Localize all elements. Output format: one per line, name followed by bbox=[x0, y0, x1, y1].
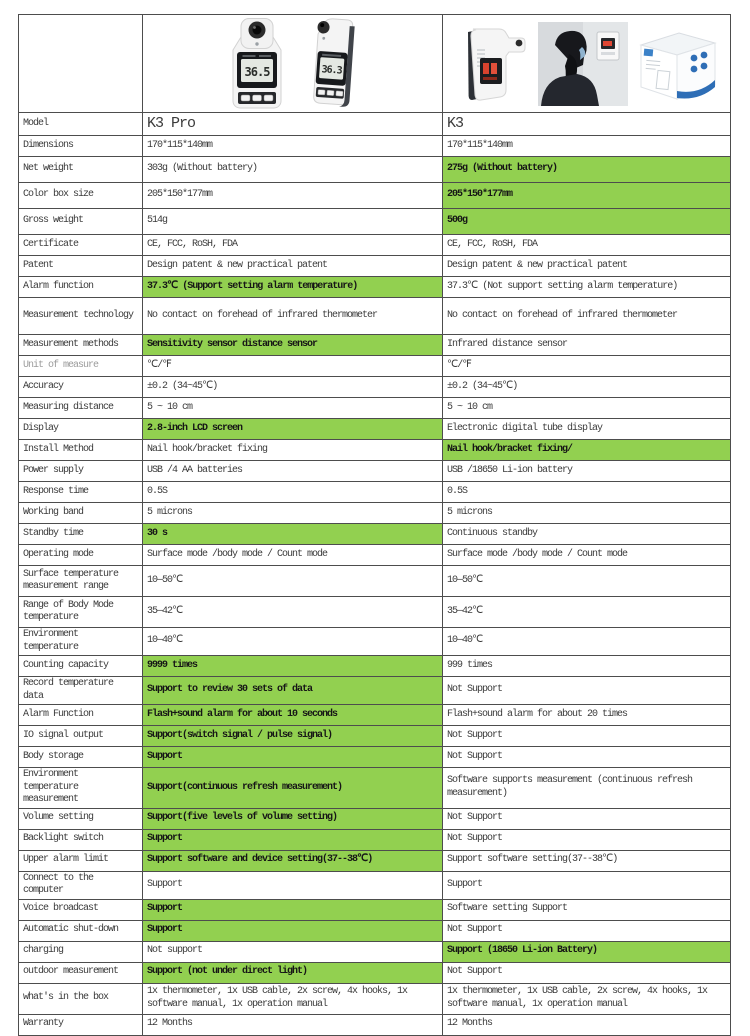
k3pro-value-cell: 12 Months bbox=[143, 1014, 443, 1035]
k3pro-value-cell: Flash+sound alarm for about 10 seconds bbox=[143, 705, 443, 726]
page bbox=[0, 14, 750, 1030]
spec-row bbox=[19, 398, 731, 419]
spec-label-cell: Measurement technology bbox=[19, 298, 143, 335]
k3-value-cell: 12 Months bbox=[443, 1014, 731, 1035]
k3-value-cell: 35—42℃ bbox=[443, 597, 731, 628]
k3-value-cell: Infrared distance sensor bbox=[443, 335, 731, 356]
k3-value-cell: 275g (Without battery) bbox=[443, 157, 731, 183]
k3pro-value-cell: Support software and device setting(37--38℃) bbox=[143, 850, 443, 871]
k3pro-value-cell: 10—50℃ bbox=[143, 566, 443, 597]
spec-row bbox=[19, 461, 731, 482]
k3pro-value-cell: 2.8-inch LCD screen bbox=[143, 419, 443, 440]
k3-value-cell: ℃/℉ bbox=[443, 356, 731, 377]
k3pro-value-cell: Not support bbox=[143, 941, 443, 962]
spec-label-cell: Color box size bbox=[19, 183, 143, 209]
k3-value-cell: Design patent & new practical patent bbox=[443, 256, 731, 277]
spec-label-cell: Backlight switch bbox=[19, 829, 143, 850]
k3pro-value-cell: 303g (Without battery) bbox=[143, 157, 443, 183]
spec-row bbox=[19, 983, 731, 1014]
spec-row bbox=[19, 726, 731, 747]
lcd-reading-side: 36.3 bbox=[320, 64, 342, 77]
k3-retail-box-image bbox=[633, 25, 721, 103]
k3pro-value-cell: CE, FCC, RoSH, FDA bbox=[143, 235, 443, 256]
k3-value-cell: Not Support bbox=[443, 829, 731, 850]
k3pro-value-cell: ℃/℉ bbox=[143, 356, 443, 377]
k3-value-cell: Not Support bbox=[443, 747, 731, 768]
k3pro-value-cell: K3 Pro bbox=[143, 113, 443, 136]
spec-label-cell: Accuracy bbox=[19, 377, 143, 398]
spec-row bbox=[19, 335, 731, 356]
spec-label-cell: Gross weight bbox=[19, 209, 143, 235]
spec-row bbox=[19, 920, 731, 941]
k3pro-value-cell: Support(five levels of volume setting) bbox=[143, 808, 443, 829]
spec-label-cell: Dimensions bbox=[19, 136, 143, 157]
spec-label-cell: charging bbox=[19, 941, 143, 962]
k3-value-cell: 205*150*177mm bbox=[443, 183, 731, 209]
spec-row bbox=[19, 503, 731, 524]
k3-value-cell: K3 bbox=[443, 113, 731, 136]
spec-label-cell: Power supply bbox=[19, 461, 143, 482]
k3-value-cell: Not Support bbox=[443, 726, 731, 747]
spec-row bbox=[19, 356, 731, 377]
spec-label-cell: IO signal output bbox=[19, 726, 143, 747]
k3-value-cell: 10—50℃ bbox=[443, 566, 731, 597]
spec-row bbox=[19, 871, 731, 899]
spec-label-cell: Voice broadcast bbox=[19, 899, 143, 920]
spec-comparison-table bbox=[18, 14, 731, 1036]
spec-row bbox=[19, 235, 731, 256]
spec-row bbox=[19, 677, 731, 705]
k3-value-cell: Not Support bbox=[443, 677, 731, 705]
spec-label-cell: Unit of measure bbox=[19, 356, 143, 377]
spec-label-cell: Install Method bbox=[19, 440, 143, 461]
k3pro-value-cell: Surface mode /body mode / Count mode bbox=[143, 545, 443, 566]
spec-row bbox=[19, 419, 731, 440]
k3pro-value-cell: Support bbox=[143, 747, 443, 768]
k3pro-value-cell: Nail hook/bracket fixing bbox=[143, 440, 443, 461]
spec-label-cell: Working band bbox=[19, 503, 143, 524]
spec-label-cell: Patent bbox=[19, 256, 143, 277]
k3-value-cell: Surface mode /body mode / Count mode bbox=[443, 545, 731, 566]
k3pro-value-cell: 5 microns bbox=[143, 503, 443, 524]
k3-value-cell: 37.3℃ (Not support setting alarm temperature) bbox=[443, 277, 731, 298]
spec-label-cell: Volume setting bbox=[19, 808, 143, 829]
k3pro-value-cell: 170*115*140mm bbox=[143, 136, 443, 157]
k3pro-value-cell: Support bbox=[143, 829, 443, 850]
spec-row bbox=[19, 1014, 731, 1035]
spec-row bbox=[19, 209, 731, 235]
spec-row bbox=[19, 256, 731, 277]
k3-value-cell: ±0.2 (34~45℃) bbox=[443, 377, 731, 398]
spec-label-cell: Alarm Function bbox=[19, 705, 143, 726]
spec-row bbox=[19, 566, 731, 597]
k3-value-cell: Software supports measurement (continuous refresh measurement) bbox=[443, 768, 731, 809]
k3pro-images-cell bbox=[143, 15, 443, 113]
k3-value-cell: Continuous standby bbox=[443, 524, 731, 545]
spec-label-cell: Alarm function bbox=[19, 277, 143, 298]
spec-label-cell: Surface temperature measurement range bbox=[19, 566, 143, 597]
spec-row bbox=[19, 656, 731, 677]
k3-value-cell: 999 times bbox=[443, 656, 731, 677]
lcd-reading-front: 36.5 bbox=[244, 65, 269, 79]
spec-row bbox=[19, 440, 731, 461]
k3-value-cell: Support software setting(37--38℃) bbox=[443, 850, 731, 871]
spec-row bbox=[19, 524, 731, 545]
k3pro-side-product-image bbox=[304, 17, 362, 110]
spec-rows bbox=[19, 113, 731, 1036]
spec-label-cell: Model bbox=[19, 113, 143, 136]
k3-value-cell: Flash+sound alarm for about 20 times bbox=[443, 705, 731, 726]
k3-value-cell: 5 ~ 10 cm bbox=[443, 398, 731, 419]
k3-value-cell: Not Support bbox=[443, 808, 731, 829]
k3pro-value-cell: Support bbox=[143, 871, 443, 899]
k3pro-value-cell: 5 ~ 10 cm bbox=[143, 398, 443, 419]
spec-label-cell: Range of Body Mode temperature bbox=[19, 597, 143, 628]
k3pro-value-cell: Support (not under direct light) bbox=[143, 962, 443, 983]
k3pro-front-product-image bbox=[224, 17, 290, 110]
k3-usage-photo bbox=[538, 22, 628, 106]
k3pro-value-cell: 35—42℃ bbox=[143, 597, 443, 628]
spec-row bbox=[19, 705, 731, 726]
k3pro-value-cell: Design patent & new practical patent bbox=[143, 256, 443, 277]
k3-value-cell: Not Support bbox=[443, 962, 731, 983]
product-images-row bbox=[19, 15, 731, 113]
spec-row bbox=[19, 136, 731, 157]
k3-side-product-image bbox=[453, 22, 533, 106]
spec-row bbox=[19, 113, 731, 136]
spec-label-cell: Response time bbox=[19, 482, 143, 503]
k3-value-cell: No contact on forehead of infrared thermometer bbox=[443, 298, 731, 335]
spec-row bbox=[19, 277, 731, 298]
spec-label-cell: what's in the box bbox=[19, 983, 143, 1014]
spec-row bbox=[19, 899, 731, 920]
spec-label-cell: outdoor measurement bbox=[19, 962, 143, 983]
spec-label-cell: Record temperature data bbox=[19, 677, 143, 705]
spec-row bbox=[19, 157, 731, 183]
spec-row bbox=[19, 768, 731, 809]
k3pro-value-cell: 0.5S bbox=[143, 482, 443, 503]
spec-label-cell: Connect to the computer bbox=[19, 871, 143, 899]
spec-row bbox=[19, 747, 731, 768]
k3pro-value-cell: Support to review 30 sets of data bbox=[143, 677, 443, 705]
k3pro-value-cell: Support(continuous refresh measurement) bbox=[143, 768, 443, 809]
spec-label-cell: Warranty bbox=[19, 1014, 143, 1035]
spec-label-cell: Counting capacity bbox=[19, 656, 143, 677]
k3-value-cell: Support (18650 Li-ion Battery) bbox=[443, 941, 731, 962]
box-logo bbox=[643, 48, 653, 56]
k3pro-value-cell: 37.3℃ (Support setting alarm temperature) bbox=[143, 277, 443, 298]
k3-value-cell: CE, FCC, RoSH, FDA bbox=[443, 235, 731, 256]
k3pro-value-cell: Sensitivity sensor distance sensor bbox=[143, 335, 443, 356]
spec-label-cell: Net weight bbox=[19, 157, 143, 183]
spec-label-cell: Environment temperature bbox=[19, 628, 143, 656]
k3pro-value-cell: USB /4 AA batteries bbox=[143, 461, 443, 482]
spec-label-cell: Operating mode bbox=[19, 545, 143, 566]
spec-label-cell: Body storage bbox=[19, 747, 143, 768]
spec-row bbox=[19, 597, 731, 628]
spec-label-cell: Display bbox=[19, 419, 143, 440]
k3pro-value-cell: 9999 times bbox=[143, 656, 443, 677]
spec-label-cell: Environment temperature measurement bbox=[19, 768, 143, 809]
k3-value-cell: Not Support bbox=[443, 920, 731, 941]
k3-value-cell: 10—40℃ bbox=[443, 628, 731, 656]
spec-row bbox=[19, 183, 731, 209]
k3pro-value-cell: Support bbox=[143, 920, 443, 941]
empty-header-cell bbox=[19, 15, 143, 113]
spec-row bbox=[19, 482, 731, 503]
k3pro-value-cell: 30 s bbox=[143, 524, 443, 545]
k3-value-cell: Nail hook/bracket fixing/ bbox=[443, 440, 731, 461]
spec-row bbox=[19, 808, 731, 829]
k3pro-value-cell: 10—40℃ bbox=[143, 628, 443, 656]
spec-label-cell: Certificate bbox=[19, 235, 143, 256]
k3-value-cell: Support bbox=[443, 871, 731, 899]
k3-value-cell: 5 microns bbox=[443, 503, 731, 524]
k3-value-cell: 0.5S bbox=[443, 482, 731, 503]
spec-row bbox=[19, 941, 731, 962]
spec-row bbox=[19, 628, 731, 656]
spec-row bbox=[19, 962, 731, 983]
spec-row bbox=[19, 829, 731, 850]
spec-row bbox=[19, 298, 731, 335]
spec-row bbox=[19, 850, 731, 871]
spec-label-cell: Upper alarm limit bbox=[19, 850, 143, 871]
k3-value-cell: Software setting Support bbox=[443, 899, 731, 920]
k3pro-value-cell: 1x thermometer, 1x USB cable, 2x screw, 4x hooks, 1x software manual, 1x operation manual bbox=[143, 983, 443, 1014]
k3-value-cell: Electronic digital tube display bbox=[443, 419, 731, 440]
k3-value-cell: 170*115*140mm bbox=[443, 136, 731, 157]
k3-images-cell bbox=[443, 15, 731, 113]
k3-value-cell: 500g bbox=[443, 209, 731, 235]
k3pro-value-cell: Support bbox=[143, 899, 443, 920]
k3pro-value-cell: 514g bbox=[143, 209, 443, 235]
k3pro-value-cell: 205*150*177mm bbox=[143, 183, 443, 209]
k3-value-cell: 1x thermometer, 1x USB cable, 2x screw, 4x hooks, 1x software manual, 1x operation manual bbox=[443, 983, 731, 1014]
spec-row bbox=[19, 377, 731, 398]
spec-label-cell: Automatic shut-down bbox=[19, 920, 143, 941]
k3-value-cell: USB /18650 Li-ion battery bbox=[443, 461, 731, 482]
spec-label-cell: Measurement methods bbox=[19, 335, 143, 356]
spec-label-cell: Measuring distance bbox=[19, 398, 143, 419]
k3pro-value-cell: No contact on forehead of infrared thermometer bbox=[143, 298, 443, 335]
k3pro-value-cell: ±0.2 (34~45℃) bbox=[143, 377, 443, 398]
k3pro-value-cell: Support(switch signal / pulse signal) bbox=[143, 726, 443, 747]
spec-row bbox=[19, 545, 731, 566]
spec-label-cell: Standby time bbox=[19, 524, 143, 545]
